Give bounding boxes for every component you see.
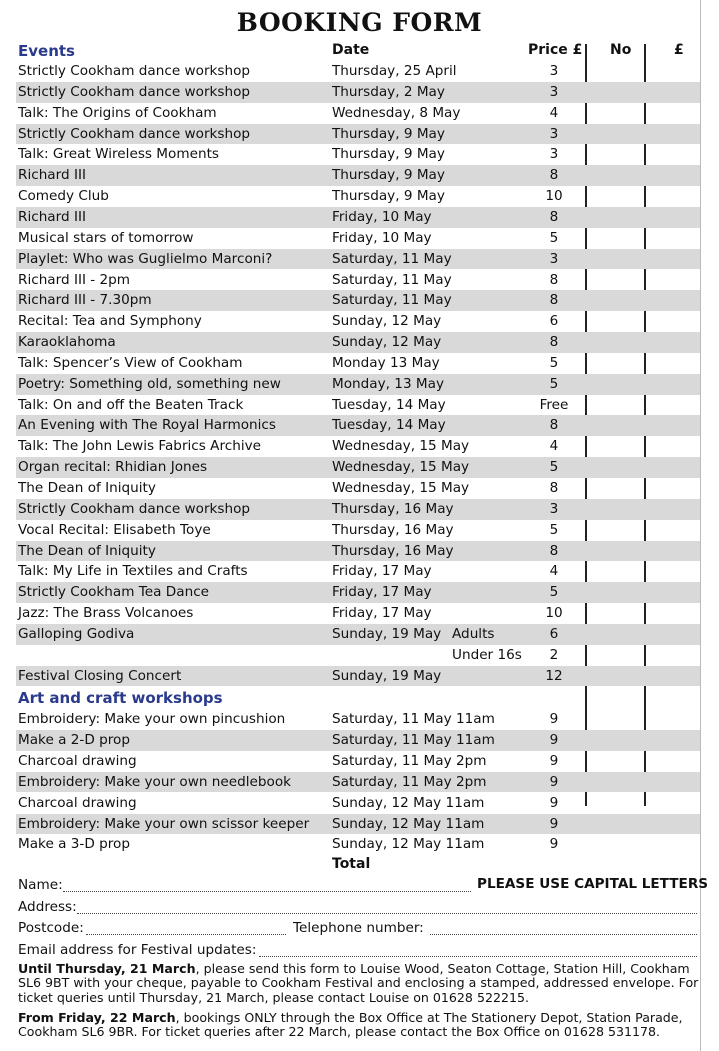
event-price: 10 (545, 605, 563, 622)
event-date: Saturday, 11 May 11am (332, 731, 495, 748)
event-name: Richard III (18, 208, 86, 225)
event-date: Saturday, 11 May 2pm (332, 773, 487, 790)
amount-header: £ (674, 42, 684, 58)
event-row (16, 207, 700, 228)
total-label: Total (332, 856, 371, 872)
event-price: 4 (549, 104, 559, 121)
event-row (16, 353, 700, 374)
instructions-from-22-march (18, 1011, 708, 1040)
workshop-row (16, 814, 700, 835)
event-row (16, 666, 700, 687)
event-price: 9 (549, 815, 559, 832)
event-date: Tuesday, 14 May (332, 417, 446, 434)
event-date: Thursday, 9 May (332, 167, 445, 184)
event-row (16, 290, 700, 311)
event-price: 5 (549, 229, 559, 246)
event-price: 4 (549, 563, 559, 580)
name-label: Name: (18, 877, 63, 893)
workshop-row (16, 709, 700, 730)
event-date: Thursday, 9 May (332, 146, 445, 163)
capitals-note: PLEASE USE CAPITAL LETTERS (477, 876, 709, 892)
event-row (16, 395, 700, 416)
event-price: 9 (549, 794, 559, 811)
event-name: Richard III - 7.30pm (18, 292, 152, 309)
page-title: BOOKING FORM (236, 8, 483, 37)
ticket-type: Adults (452, 625, 495, 642)
event-row (16, 311, 700, 332)
telephone-field[interactable] (430, 934, 697, 935)
event-name: Organ recital: Rhidian Jones (18, 459, 208, 476)
event-row (16, 436, 700, 457)
event-date: Friday, 17 May (332, 563, 432, 580)
event-price: 8 (549, 480, 559, 496)
event-date: Friday, 10 May (332, 229, 432, 246)
event-date: Sunday, 12 May 11am (332, 836, 485, 853)
event-row (16, 165, 700, 186)
event-date: Tuesday, 14 May (332, 396, 446, 413)
event-name: Charcoal drawing (18, 794, 137, 811)
event-name: Strictly Cookham dance workshop (18, 83, 251, 100)
event-name: Embroidery: Make your own scissor keeper (18, 815, 310, 832)
event-name: Strictly Cookham dance workshop (18, 63, 251, 79)
event-date: Thursday, 16 May (332, 500, 454, 517)
event-name: Talk: The John Lewis Fabrics Archive (18, 438, 262, 455)
event-price: 8 (549, 417, 559, 434)
event-row (16, 645, 700, 666)
event-row (16, 561, 700, 582)
event-name: Comedy Club (18, 188, 109, 205)
event-date: Sunday, 12 May (332, 313, 442, 330)
event-row (16, 124, 700, 145)
event-row (16, 457, 700, 478)
event-row (16, 270, 700, 291)
event-row (16, 478, 700, 499)
event-date: Thursday, 2 May (332, 83, 445, 100)
event-date: Sunday, 19 May (332, 625, 442, 642)
workshop-row (16, 772, 700, 793)
event-row (16, 499, 700, 520)
event-row (16, 541, 700, 562)
event-date: Friday, 17 May (332, 605, 432, 622)
event-name: Strictly Cookham dance workshop (18, 125, 251, 142)
event-price: 9 (549, 711, 559, 727)
event-date: Monday, 13 May (332, 375, 445, 392)
event-price: 3 (549, 250, 559, 267)
event-name: Karaoklahoma (18, 334, 116, 351)
event-date: Saturday, 11 May (332, 250, 452, 267)
event-price: 10 (545, 188, 563, 205)
event-date: Friday, 17 May (332, 584, 432, 601)
event-date: Saturday, 11 May 11am (332, 711, 495, 727)
event-date: Wednesday, 8 May (332, 104, 461, 121)
event-name: Strictly Cookham Tea Dance (18, 584, 210, 601)
event-name: Make a 3-D prop (18, 836, 130, 853)
workshop-row (16, 834, 700, 855)
event-name: Galloping Godiva (18, 625, 135, 642)
workshop-row (16, 751, 700, 772)
event-price: 5 (549, 459, 559, 476)
event-price: 3 (549, 63, 559, 79)
event-date: Thursday, 9 May (332, 125, 445, 142)
event-price: 3 (549, 125, 559, 142)
event-row (16, 186, 700, 207)
event-name: Talk: Great Wireless Moments (18, 146, 219, 163)
event-row (16, 603, 700, 624)
event-date: Sunday, 12 May 11am (332, 815, 485, 832)
event-price: 9 (549, 836, 559, 853)
workshop-row (16, 730, 700, 751)
event-price: 9 (549, 773, 559, 790)
event-date: Thursday, 16 May (332, 521, 454, 538)
event-row (16, 415, 700, 436)
event-price: 5 (549, 375, 559, 392)
telephone-label: Telephone number: (293, 920, 424, 936)
event-date: Monday 13 May (332, 354, 440, 371)
event-name: Richard III (18, 167, 86, 184)
event-row (16, 624, 700, 645)
event-price: 8 (549, 542, 559, 559)
instructions-until-text: , please send this form to Louise Wood, Seaton Cottage, Station Hill, Cookham SL6 9BT with your cheque, payable to Cookham Festival and enclosing a stamped, addressed envelope. For ticket queries until Thursday, 21 March, please contact Louise on 01628 522215. (18, 961, 699, 1005)
event-name: Embroidery: Make your own needlebook (18, 773, 292, 790)
event-name: Talk: On and off the Beaten Track (18, 396, 244, 413)
event-row (16, 103, 700, 124)
event-price: 6 (549, 313, 559, 330)
event-price: 9 (549, 731, 559, 748)
event-row (16, 228, 700, 249)
event-date: Sunday, 12 May 11am (332, 794, 485, 811)
event-price: 8 (549, 292, 559, 309)
postcode-label: Postcode: (18, 920, 84, 936)
event-price: 5 (549, 354, 559, 371)
event-name: Talk: The Origins of Cookham (18, 104, 217, 121)
event-row (16, 249, 700, 270)
name-field[interactable] (63, 891, 471, 892)
event-price: 4 (549, 438, 559, 455)
event-date: Wednesday, 15 May (332, 459, 470, 476)
event-name: Charcoal drawing (18, 752, 137, 769)
event-name: The Dean of Iniquity (18, 480, 156, 496)
event-price: 8 (549, 167, 559, 184)
event-name: Embroidery: Make your own pincushion (18, 711, 286, 727)
quantity-header: No (610, 42, 632, 58)
event-price: 5 (549, 521, 559, 538)
address-field[interactable] (77, 913, 697, 914)
event-row (16, 374, 700, 395)
workshops-heading: Art and craft workshops (18, 689, 223, 707)
page-edge (700, 0, 701, 1051)
instructions-from-date: From Friday, 22 March (18, 1010, 176, 1025)
date-header: Date (332, 42, 370, 58)
event-name: Talk: Spencer’s View of Cookham (18, 354, 243, 371)
event-name: An Evening with The Royal Harmonics (18, 417, 276, 434)
event-name: Playlet: Who was Guglielmo Marconi? (18, 250, 273, 267)
event-price: 3 (549, 500, 559, 517)
event-price: 6 (549, 625, 559, 642)
event-date: Thursday, 25 April (332, 63, 457, 79)
event-price: 8 (549, 271, 559, 288)
event-price: 8 (549, 208, 559, 225)
event-name: Jazz: The Brass Volcanoes (18, 605, 194, 622)
workshop-row (16, 793, 700, 814)
event-price: 9 (549, 752, 559, 769)
instructions-until-date: Until Thursday, 21 March (18, 961, 196, 976)
event-date: Saturday, 11 May 2pm (332, 752, 487, 769)
event-name: Make a 2-D prop (18, 731, 130, 748)
event-date: Thursday, 16 May (332, 542, 454, 559)
price-header: Price £ (528, 42, 583, 58)
event-price: 8 (549, 334, 559, 351)
event-row (16, 332, 700, 353)
instructions-until-21-march (18, 962, 708, 1005)
event-price: 3 (549, 146, 559, 163)
event-name: Musical stars of tomorrow (18, 229, 194, 246)
event-row (16, 61, 700, 82)
event-date: Sunday, 12 May (332, 334, 442, 351)
event-date: Friday, 10 May (332, 208, 432, 225)
event-date: Sunday, 19 May (332, 667, 442, 684)
ticket-type: Under 16s (452, 646, 522, 663)
address-label: Address: (18, 899, 77, 915)
event-row (16, 582, 700, 603)
event-date: Wednesday, 15 May (332, 438, 470, 455)
events-header: Events (18, 42, 75, 60)
event-row (16, 520, 700, 541)
event-name: Richard III - 2pm (18, 271, 131, 288)
event-date: Saturday, 11 May (332, 292, 452, 309)
event-date: Thursday, 9 May (332, 188, 445, 205)
event-name: Vocal Recital: Elisabeth Toye (18, 521, 211, 538)
email-label: Email address for Festival updates: (18, 942, 257, 958)
event-price: 3 (549, 83, 559, 100)
event-row (16, 82, 700, 103)
event-name: Festival Closing Concert (18, 667, 182, 684)
event-name: Recital: Tea and Symphony (18, 313, 202, 330)
event-name: Strictly Cookham dance workshop (18, 500, 251, 517)
event-price: 5 (549, 584, 559, 601)
postcode-field[interactable] (86, 934, 286, 935)
event-name: The Dean of Iniquity (18, 542, 156, 559)
event-date: Wednesday, 15 May (332, 480, 470, 496)
instructions-from-text: , bookings ONLY through the Box Office at The Stationery Depot, Station Parade, Cookham SL6 9BR. For ticket queries after 22 March, please contact the Box Office on 01628 531178. (18, 1010, 683, 1040)
event-price: 12 (545, 667, 563, 684)
event-price: 2 (549, 646, 559, 663)
event-name: Talk: My Life in Textiles and Crafts (18, 563, 248, 580)
event-price: Free (539, 396, 569, 413)
event-name: Poetry: Something old, something new (18, 375, 281, 392)
email-field[interactable] (259, 956, 697, 957)
event-row (16, 144, 700, 165)
event-date: Saturday, 11 May (332, 271, 452, 288)
